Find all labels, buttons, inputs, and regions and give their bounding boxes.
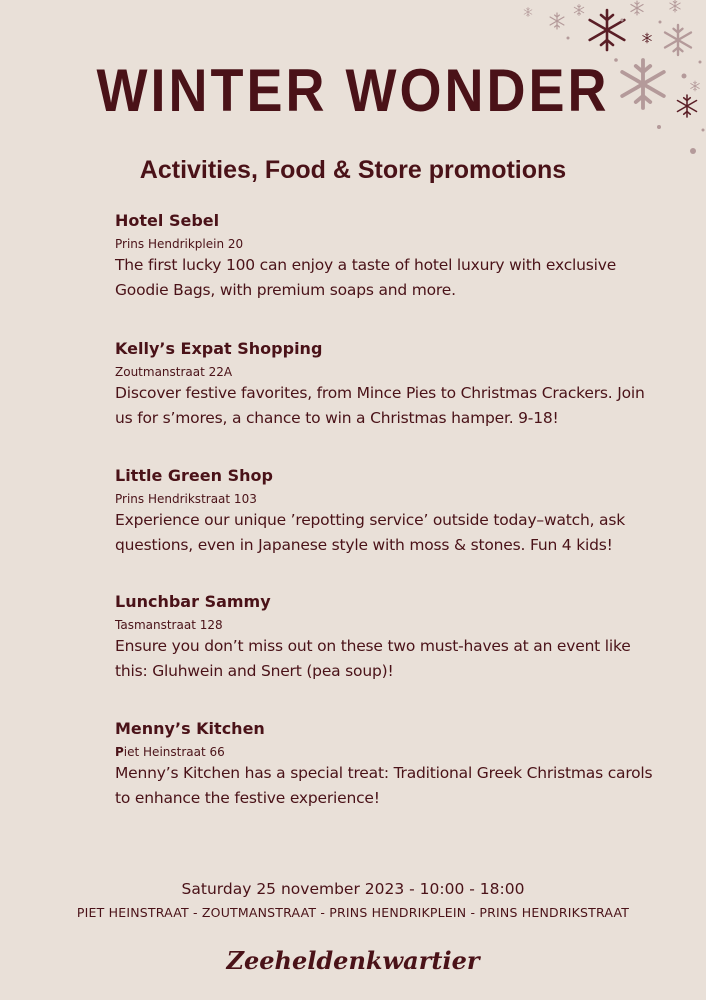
entry-address: [115, 743, 655, 761]
list-item: [115, 718, 655, 811]
entry-description: Discover festive favorites, from Mince Pies to Christmas Crackers. Join us for s’mores, a chance to win a Christmas hamper. 9-18!: [115, 384, 645, 427]
entry-address-initial: P: [115, 745, 124, 759]
entry-name: Menny’s Kitchen: [115, 719, 265, 738]
snowflake-icon: [574, 5, 584, 16]
snowflake-icon: [524, 8, 532, 17]
entry-address: Zoutmanstraat 22A: [115, 365, 233, 379]
entry-description: Menny’s Kitchen has a special treat: Traditional Greek Christmas carols to enhance the festive experience!: [115, 764, 653, 807]
entry-address: Prins Hendrikstraat 103: [115, 492, 257, 506]
event-streets: PIET HEINSTRAAT - ZOUTMANSTRAAT - PRINS HENDRIKPLEIN - PRINS HENDRIKSTRAAT: [76, 905, 630, 920]
snowflake-icon: [670, 0, 680, 12]
entry-description: Ensure you don’t miss out on these two must-haves at an event like this: Gluhwein and Snert (pea soup)!: [115, 637, 631, 680]
snowflake-icon: [665, 25, 691, 55]
entry-name: Kelly’s Expat Shopping: [115, 339, 323, 358]
snowflake-icon: [631, 1, 643, 15]
event-date: Saturday 25 november 2023 - 10:00 - 18:00: [181, 880, 525, 898]
list-item: [115, 591, 655, 684]
brand-logo: Zeeheldenkwartier: [226, 946, 480, 975]
list-item: [115, 210, 655, 303]
snowflake-icon: [590, 10, 625, 50]
list-item: [115, 338, 655, 431]
snowflake-icon: [643, 33, 652, 43]
page-title: WINTER WONDER: [96, 57, 610, 125]
page-subtitle: Activities, Food & Store promotions: [139, 156, 567, 184]
entry-name: Lunchbar Sammy: [115, 592, 271, 611]
entry-name: Little Green Shop: [115, 466, 273, 485]
snowflake-icon: [550, 13, 564, 29]
entry-address: Prins Hendrikplein 20: [115, 237, 244, 251]
entry-address: Tasmanstraat 128: [115, 618, 223, 632]
entry-description: Experience our unique ’repotting service’ outside today–watch, ask questions, even in Japanese style with moss & stones. Fun 4 kids!: [115, 511, 625, 554]
entry-address-rest: iet Heinstraat 66: [123, 745, 225, 759]
entry-name: Hotel Sebel: [115, 211, 220, 230]
entry-description: The first lucky 100 can enjoy a taste of hotel luxury with exclusive Goodie Bags, with premium soaps and more.: [115, 256, 617, 299]
list-item: [115, 465, 655, 558]
